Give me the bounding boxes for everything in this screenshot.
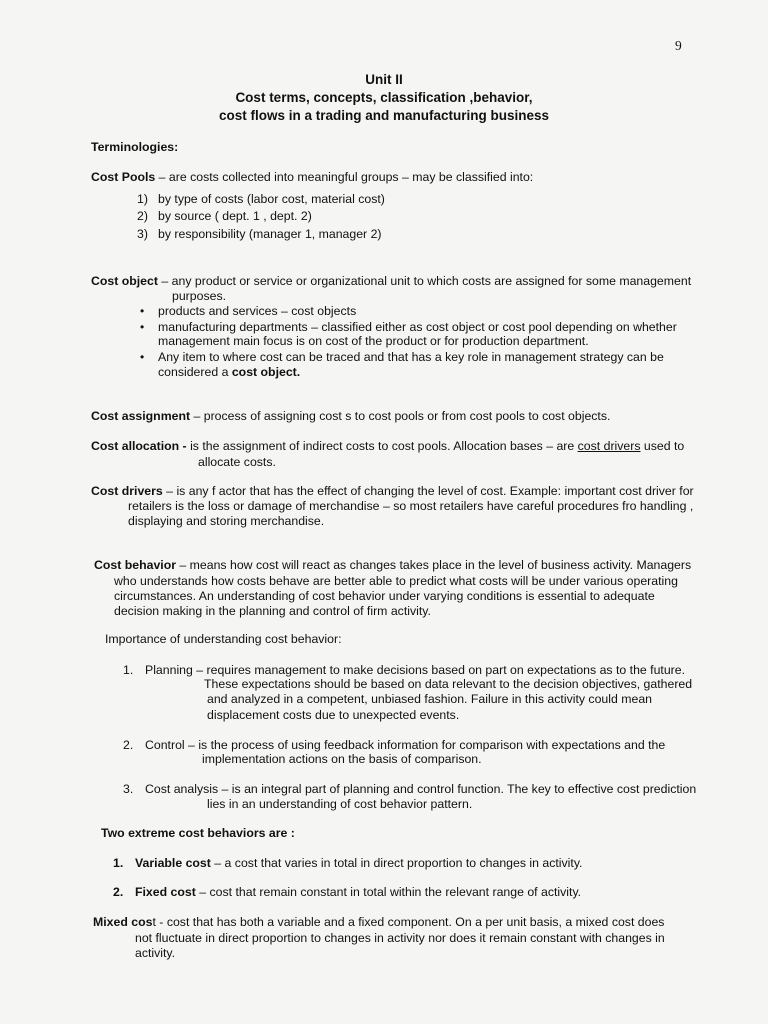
cost-allocation-paragraph: Cost allocation - is the assignment of indirect costs to cost pools. Allocation bases – are cost drivers used to xyxy=(91,439,685,453)
cost-allocation-continuation: allocate costs. xyxy=(198,455,276,469)
cost-pools-item-num: 3) xyxy=(137,227,148,241)
fixed-cost-term: Fixed cost xyxy=(135,885,196,899)
page-number: 9 xyxy=(675,38,682,53)
unit-heading: Unit II xyxy=(365,72,403,87)
analysis-line: lies in an understanding of cost behavior pattern. xyxy=(207,797,473,811)
cost-object-bullet: Any item to where cost can be traced and that has a key role in management strategy can be xyxy=(158,350,664,364)
cost-object-bullet: manufacturing departments – classified either as cost object or cost pool depending on whether xyxy=(158,320,677,334)
title-line-2: cost flows in a trading and manufacturing business xyxy=(218,108,550,123)
control-line: Control – is the process of using feedback information for comparison with expectations and the xyxy=(145,738,666,752)
cost-object-term: Cost object xyxy=(91,274,158,288)
extremes-heading: Two extreme cost behaviors are : xyxy=(101,826,295,840)
cost-object-paragraph: Cost object – any product or service or organizational unit to which costs are assigned for some management xyxy=(91,274,692,288)
variable-cost-term: Variable cost xyxy=(135,856,211,870)
cost-behavior-line: decision making in the planning and control of firm activity. xyxy=(114,604,431,618)
analysis-number: 3. xyxy=(123,782,134,796)
analysis-line: Cost analysis – is an integral part of planning and control function. The key to effective cost prediction xyxy=(145,782,697,796)
cost-pools-item: by responsibility (manager 1, manager 2) xyxy=(158,227,382,241)
cost-pools-item-num: 2) xyxy=(137,209,148,223)
planning-line: displacement costs due to unexpected events. xyxy=(207,708,460,722)
bullet-dot: • xyxy=(140,320,145,334)
cost-drivers-term: Cost drivers xyxy=(91,484,163,498)
cost-pools-item: by type of costs (labor cost, material cost) xyxy=(158,192,385,206)
terminologies-heading: Terminologies: xyxy=(91,140,179,154)
cost-pools-paragraph: Cost Pools – are costs collected into meaningful groups – may be classified into: xyxy=(91,170,534,184)
cost-behavior-line: circumstances. An understanding of cost behavior under varying conditions is essential to adequate xyxy=(114,589,655,603)
mixed-cost-term: Mixed cos xyxy=(93,915,153,929)
cost-drivers-line: displaying and storing merchandise. xyxy=(128,514,325,528)
variable-cost-paragraph: Variable cost – a cost that varies in total in direct proportion to changes in activity. xyxy=(135,856,583,870)
cost-behavior-paragraph: Cost behavior – means how cost will react as changes takes place in the level of business activity. Managers xyxy=(94,558,692,572)
planning-line: and analyzed in a competent, unbiased fashion. Failure in this activity could mean xyxy=(207,692,652,706)
cost-object-bullet: products and services – cost objects xyxy=(158,304,357,318)
cost-drivers-link: cost drivers xyxy=(577,439,641,453)
cost-object-bullet-cont: management main focus is on cost of the product or for production department. xyxy=(158,334,589,348)
importance-heading: Importance of understanding cost behavior: xyxy=(105,632,342,646)
cost-drivers-line: retailers is the loss or damage of merchandise – so most retailers have careful procedures fro handling , xyxy=(128,499,694,513)
mixed-cost-line: activity. xyxy=(135,946,176,960)
mixed-cost-line: not fluctuate in direct proportion to changes in activity nor does it remain constant with changes in xyxy=(135,931,665,945)
cost-assignment-term: Cost assignment xyxy=(91,409,191,423)
planning-number: 1. xyxy=(123,663,134,677)
cost-object-continuation: purposes. xyxy=(172,289,227,303)
cost-assignment-paragraph: Cost assignment – process of assigning cost s to cost pools or from cost pools to cost objects. xyxy=(91,409,611,423)
cost-behavior-line: who understands how costs behave are better able to predict what costs will be under various operating xyxy=(114,574,678,588)
cost-pools-item: by source ( dept. 1 , dept. 2) xyxy=(158,209,312,223)
cost-pools-term: Cost Pools xyxy=(91,170,156,184)
title-line-1: Cost terms, concepts, classification ,behavior, xyxy=(235,90,533,105)
cost-allocation-term: Cost allocation - xyxy=(91,439,191,453)
planning-line: These expectations should be based on data relevant to the decision objectives, gathered xyxy=(204,677,693,691)
cost-behavior-term: Cost behavior xyxy=(94,558,176,572)
bullet-dot: • xyxy=(140,350,145,364)
cost-pools-item-num: 1) xyxy=(137,192,148,206)
planning-line: Planning – requires management to make decisions based on part on expectations as to the future. xyxy=(145,663,686,677)
control-number: 2. xyxy=(123,738,134,752)
cost-drivers-paragraph: Cost drivers – is any f actor that has the effect of changing the level of cost. Example: important cost driver for xyxy=(91,484,694,498)
bullet-dot: • xyxy=(140,304,145,318)
mixed-cost-paragraph: Mixed cost - cost that has both a variable and a fixed component. On a per unit basis, a mixed cost does xyxy=(93,915,665,929)
fixed-cost-paragraph: Fixed cost – cost that remain constant in total within the relevant range of activity. xyxy=(135,885,582,899)
fixed-cost-number: 2. xyxy=(113,885,124,899)
cost-object-bullet-cont: considered a cost object. xyxy=(158,365,301,379)
variable-cost-number: 1. xyxy=(113,856,124,870)
control-line: implementation actions on the basis of comparison. xyxy=(202,752,482,766)
